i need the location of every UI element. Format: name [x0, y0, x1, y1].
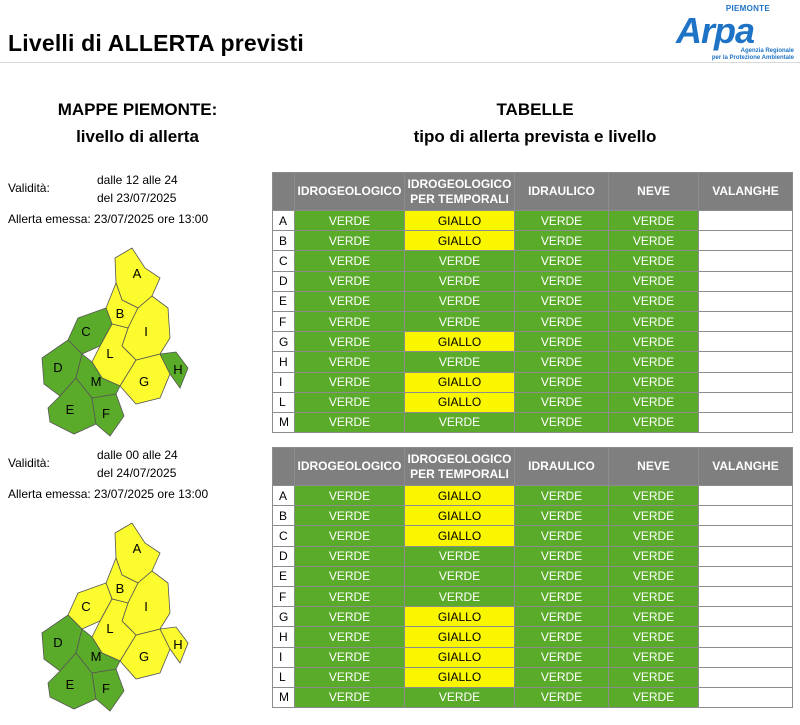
level-cell-neve: VERDE	[609, 332, 699, 352]
zone-cell: A	[273, 211, 295, 231]
level-cell-idrogeologico: VERDE	[295, 291, 405, 311]
map-zone-label-a: A	[132, 541, 142, 556]
table-row	[273, 271, 793, 291]
map-zone-label-c: C	[81, 599, 91, 614]
level-cell-neve: VERDE	[609, 586, 699, 606]
level-cell-valanghe	[699, 486, 793, 506]
validity-label: Validità:	[8, 181, 50, 195]
map-zone-label-m: M	[90, 374, 102, 389]
map-zone-label-d: D	[53, 360, 63, 375]
level-cell-neve: VERDE	[609, 231, 699, 251]
piemonte-map	[20, 228, 200, 438]
level-cell-neve: VERDE	[609, 392, 699, 412]
table-header-row	[273, 173, 793, 211]
validity-date: del 24/07/2025	[97, 466, 177, 480]
alert-table	[272, 172, 793, 433]
level-cell-idraulico: VERDE	[515, 506, 609, 526]
level-cell-neve: VERDE	[609, 687, 699, 707]
table-row	[273, 546, 793, 566]
level-cell-idraulico: VERDE	[515, 687, 609, 707]
validity-date: del 23/07/2025	[97, 191, 177, 205]
table-row	[273, 566, 793, 586]
level-cell-temporali: GIALLO	[405, 392, 515, 412]
map-zone-label-b: B	[115, 306, 125, 321]
table-row	[273, 526, 793, 546]
zone-cell: E	[273, 566, 295, 586]
col-header-2: IDRAULICO	[515, 173, 609, 211]
level-cell-neve: VERDE	[609, 271, 699, 291]
level-cell-idraulico: VERDE	[515, 566, 609, 586]
level-cell-temporali: VERDE	[405, 412, 515, 432]
zone-cell: I	[273, 647, 295, 667]
level-cell-idrogeologico: VERDE	[295, 412, 405, 432]
level-cell-idrogeologico: VERDE	[295, 392, 405, 412]
zone-cell: G	[273, 607, 295, 627]
level-cell-temporali: VERDE	[405, 352, 515, 372]
zone-cell: H	[273, 627, 295, 647]
map-zone-label-e: E	[65, 677, 75, 692]
level-cell-idrogeologico: VERDE	[295, 526, 405, 546]
level-cell-valanghe	[699, 647, 793, 667]
level-cell-temporali: VERDE	[405, 546, 515, 566]
level-cell-valanghe	[699, 607, 793, 627]
logo-tagline	[699, 48, 794, 62]
level-cell-idraulico: VERDE	[515, 352, 609, 372]
level-cell-valanghe	[699, 526, 793, 546]
map-zone-label-l: L	[106, 346, 114, 361]
table-row	[273, 251, 793, 271]
maps-heading-line1: MAPPE PIEMONTE:	[57, 100, 218, 119]
level-cell-neve: VERDE	[609, 412, 699, 432]
table-row	[273, 372, 793, 392]
level-cell-idraulico: VERDE	[515, 486, 609, 506]
table-row	[273, 211, 793, 231]
level-cell-idrogeologico: VERDE	[295, 486, 405, 506]
col-header-4: VALANGHE	[699, 448, 793, 486]
zone-cell: M	[273, 412, 295, 432]
page-title: Livelli di ALLERTA previsti	[8, 30, 304, 56]
level-cell-idrogeologico: VERDE	[295, 211, 405, 231]
table-row	[273, 332, 793, 352]
level-cell-valanghe	[699, 311, 793, 331]
level-cell-idrogeologico: VERDE	[295, 586, 405, 606]
level-cell-idraulico: VERDE	[515, 647, 609, 667]
level-cell-neve: VERDE	[609, 627, 699, 647]
zone-cell: E	[273, 291, 295, 311]
level-cell-temporali: VERDE	[405, 586, 515, 606]
col-header-3: NEVE	[609, 448, 699, 486]
level-cell-temporali: GIALLO	[405, 332, 515, 352]
level-cell-temporali: GIALLO	[405, 607, 515, 627]
validity-time: dalle 12 alle 24	[97, 173, 178, 187]
level-cell-neve: VERDE	[609, 486, 699, 506]
level-cell-idraulico: VERDE	[515, 546, 609, 566]
level-cell-valanghe	[699, 506, 793, 526]
zone-cell: H	[273, 352, 295, 372]
piemonte-map	[20, 503, 200, 713]
level-cell-temporali: GIALLO	[405, 526, 515, 546]
zone-cell: D	[273, 271, 295, 291]
maps-heading-line2: livello di allerta	[76, 127, 199, 146]
zone-cell: C	[273, 251, 295, 271]
level-cell-idraulico: VERDE	[515, 291, 609, 311]
validity-label: Validità:	[8, 456, 50, 470]
level-cell-idraulico: VERDE	[515, 332, 609, 352]
zone-cell: I	[273, 372, 295, 392]
level-cell-temporali: GIALLO	[405, 372, 515, 392]
level-cell-valanghe	[699, 546, 793, 566]
map-zone-label-a: A	[132, 266, 142, 281]
alert-emitted: Allerta emessa: 23/07/2025 ore 13:00	[8, 487, 209, 501]
level-cell-idraulico: VERDE	[515, 412, 609, 432]
zone-cell: B	[273, 231, 295, 251]
level-cell-valanghe	[699, 412, 793, 432]
col-header-0: IDROGEOLOGICO	[295, 448, 405, 486]
level-cell-valanghe	[699, 271, 793, 291]
level-cell-temporali: VERDE	[405, 271, 515, 291]
map-zone-label-g: G	[138, 374, 150, 389]
level-cell-neve: VERDE	[609, 566, 699, 586]
level-cell-idraulico: VERDE	[515, 271, 609, 291]
level-cell-valanghe	[699, 352, 793, 372]
table-row	[273, 486, 793, 506]
level-cell-idrogeologico: VERDE	[295, 506, 405, 526]
level-cell-neve: VERDE	[609, 526, 699, 546]
zone-cell: B	[273, 506, 295, 526]
alert-emitted: Allerta emessa: 23/07/2025 ore 13:00	[8, 212, 209, 226]
table-row	[273, 412, 793, 432]
level-cell-valanghe	[699, 392, 793, 412]
level-cell-temporali: GIALLO	[405, 647, 515, 667]
level-cell-idrogeologico: VERDE	[295, 231, 405, 251]
level-cell-idraulico: VERDE	[515, 311, 609, 331]
level-cell-temporali: GIALLO	[405, 627, 515, 647]
alert-panel-1	[0, 168, 800, 438]
zone-cell: D	[273, 546, 295, 566]
level-cell-valanghe	[699, 566, 793, 586]
logo-region: PIEMONTE	[725, 4, 770, 13]
table-row	[273, 291, 793, 311]
level-cell-idraulico: VERDE	[515, 526, 609, 546]
map-zone-label-h: H	[173, 362, 183, 377]
col-header-2: IDRAULICO	[515, 448, 609, 486]
zone-cell: A	[273, 486, 295, 506]
table-row	[273, 607, 793, 627]
table-row	[273, 231, 793, 251]
level-cell-valanghe	[699, 372, 793, 392]
map-zone-label-m: M	[90, 649, 102, 664]
level-cell-idrogeologico: VERDE	[295, 271, 405, 291]
level-cell-neve: VERDE	[609, 211, 699, 231]
alert-panel-2	[0, 443, 800, 713]
level-cell-valanghe	[699, 627, 793, 647]
level-cell-idrogeologico: VERDE	[295, 687, 405, 707]
level-cell-neve: VERDE	[609, 372, 699, 392]
level-cell-neve: VERDE	[609, 251, 699, 271]
level-cell-idrogeologico: VERDE	[295, 627, 405, 647]
level-cell-idraulico: VERDE	[515, 392, 609, 412]
level-cell-idraulico: VERDE	[515, 607, 609, 627]
level-cell-idrogeologico: VERDE	[295, 332, 405, 352]
zone-cell: G	[273, 332, 295, 352]
level-cell-valanghe	[699, 231, 793, 251]
map-zone-label-f: F	[102, 406, 110, 421]
tables-heading	[340, 96, 730, 150]
level-cell-temporali: VERDE	[405, 311, 515, 331]
level-cell-idrogeologico: VERDE	[295, 607, 405, 627]
zone-cell: F	[273, 586, 295, 606]
level-cell-neve: VERDE	[609, 311, 699, 331]
zone-cell: L	[273, 667, 295, 687]
map-zone-label-b: B	[115, 581, 125, 596]
col-header-1: IDROGEOLOGICO PER TEMPORALI	[405, 173, 515, 211]
table-row	[273, 627, 793, 647]
map-zone-label-i: I	[144, 324, 148, 339]
header-divider	[0, 62, 800, 63]
level-cell-valanghe	[699, 332, 793, 352]
table-row	[273, 667, 793, 687]
map-zone-label-f: F	[102, 681, 110, 696]
table-row	[273, 352, 793, 372]
validity-time: dalle 00 alle 24	[97, 448, 178, 462]
logo-tagline-2: per la Protezione Ambientale	[711, 55, 794, 61]
map-zone-label-c: C	[81, 324, 91, 339]
level-cell-temporali: GIALLO	[405, 486, 515, 506]
col-header-1: IDROGEOLOGICO PER TEMPORALI	[405, 448, 515, 486]
level-cell-idraulico: VERDE	[515, 627, 609, 647]
level-cell-idraulico: VERDE	[515, 586, 609, 606]
level-cell-temporali: VERDE	[405, 251, 515, 271]
table-row	[273, 392, 793, 412]
level-cell-neve: VERDE	[609, 506, 699, 526]
table-row	[273, 647, 793, 667]
table-row	[273, 687, 793, 707]
table-row	[273, 311, 793, 331]
table-corner	[273, 448, 295, 486]
level-cell-neve: VERDE	[609, 352, 699, 372]
level-cell-temporali: GIALLO	[405, 211, 515, 231]
map-zone-label-i: I	[144, 599, 148, 614]
level-cell-temporali: VERDE	[405, 566, 515, 586]
level-cell-idrogeologico: VERDE	[295, 647, 405, 667]
maps-heading	[30, 96, 245, 150]
level-cell-valanghe	[699, 586, 793, 606]
tables-heading-line2: tipo di allerta prevista e livello	[413, 127, 657, 146]
col-header-3: NEVE	[609, 173, 699, 211]
level-cell-neve: VERDE	[609, 667, 699, 687]
map-zone-label-l: L	[106, 621, 114, 636]
level-cell-valanghe	[699, 251, 793, 271]
table-header-row	[273, 448, 793, 486]
zone-cell: C	[273, 526, 295, 546]
level-cell-idrogeologico: VERDE	[295, 251, 405, 271]
level-cell-neve: VERDE	[609, 607, 699, 627]
level-cell-temporali: VERDE	[405, 291, 515, 311]
map-zone-label-h: H	[173, 637, 183, 652]
level-cell-idrogeologico: VERDE	[295, 372, 405, 392]
zone-cell: L	[273, 392, 295, 412]
level-cell-idrogeologico: VERDE	[295, 352, 405, 372]
level-cell-idraulico: VERDE	[515, 372, 609, 392]
level-cell-idraulico: VERDE	[515, 211, 609, 231]
level-cell-temporali: GIALLO	[405, 506, 515, 526]
level-cell-idraulico: VERDE	[515, 667, 609, 687]
level-cell-idrogeologico: VERDE	[295, 311, 405, 331]
level-cell-valanghe	[699, 211, 793, 231]
level-cell-valanghe	[699, 687, 793, 707]
map-zone-label-e: E	[65, 402, 75, 417]
table-corner	[273, 173, 295, 211]
table-row	[273, 506, 793, 526]
col-header-0: IDROGEOLOGICO	[295, 173, 405, 211]
alert-table	[272, 447, 793, 708]
zone-cell: F	[273, 311, 295, 331]
arpa-logo	[676, 4, 796, 66]
level-cell-neve: VERDE	[609, 546, 699, 566]
level-cell-idraulico: VERDE	[515, 251, 609, 271]
level-cell-idrogeologico: VERDE	[295, 546, 405, 566]
map-zone-label-g: G	[138, 649, 150, 664]
level-cell-valanghe	[699, 291, 793, 311]
table-row	[273, 586, 793, 606]
zone-cell: M	[273, 687, 295, 707]
level-cell-valanghe	[699, 667, 793, 687]
level-cell-neve: VERDE	[609, 647, 699, 667]
level-cell-temporali: GIALLO	[405, 667, 515, 687]
level-cell-temporali: VERDE	[405, 687, 515, 707]
tables-heading-line1: TABELLE	[496, 100, 574, 119]
level-cell-neve: VERDE	[609, 291, 699, 311]
map-zone-label-d: D	[53, 635, 63, 650]
logo-word: Arpa	[676, 10, 755, 51]
logo-tagline-1: Agenzia Regionale	[740, 48, 794, 54]
level-cell-idrogeologico: VERDE	[295, 566, 405, 586]
col-header-4: VALANGHE	[699, 173, 793, 211]
level-cell-idraulico: VERDE	[515, 231, 609, 251]
level-cell-temporali: GIALLO	[405, 231, 515, 251]
level-cell-idrogeologico: VERDE	[295, 667, 405, 687]
